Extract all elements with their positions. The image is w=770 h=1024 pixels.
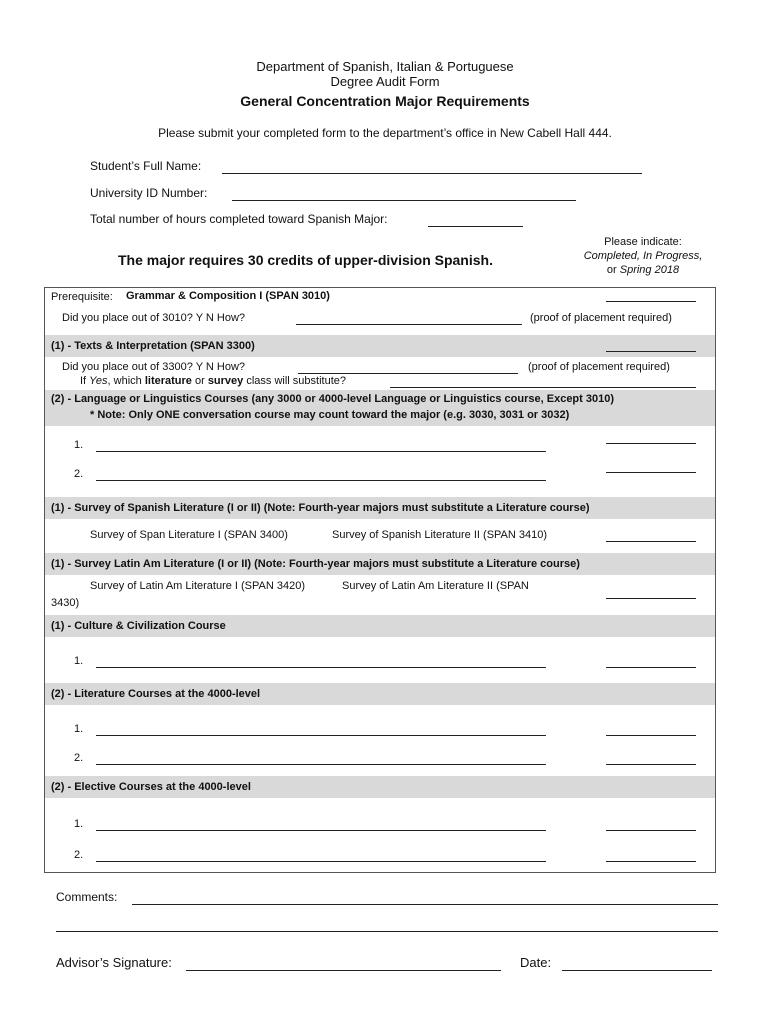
literature-item1-num: 1. [74,723,84,735]
elective-item1-status[interactable] [606,830,696,831]
survey-spanish-option2: Survey of Spanish Literature II (SPAN 3410) [332,529,548,541]
indicate-line1: Please indicate: [604,236,682,248]
instruction-text: Please submit your completed form to the department’s office in New Cabell Hall 444. [158,126,612,140]
survey-latam-option2: Survey of Latin Am Literature II (SPAN [342,580,529,592]
hours-field[interactable] [428,226,523,227]
prereq-label: Prerequisite: [51,291,113,303]
signature-label: Advisor’s Signature: [56,955,172,970]
prereq-proof: (proof of placement required) [530,312,672,324]
language-item1-field[interactable] [96,451,546,452]
comments-field[interactable] [132,904,718,905]
literature-item2-status[interactable] [606,764,696,765]
page-title: General Concentration Major Requirements [240,93,530,109]
texts-substitute-question: If Yes, which literature or survey class will substitute? [80,375,347,387]
elective-item1-num: 1. [74,818,84,830]
survey-latam-option2-cont: 3430) [51,597,80,609]
comments-label: Comments: [56,890,118,904]
elective-heading: (2) - Elective Courses at the 4000-level [51,781,251,793]
prereq-course: Grammar & Composition I (SPAN 3010) [126,290,330,302]
texts-question: Did you place out of 3300? Y N How? [62,361,246,373]
texts-substitute-field[interactable] [390,387,696,388]
texts-how-field[interactable] [298,373,518,374]
culture-item1-num: 1. [74,655,84,667]
date-label: Date: [520,955,552,970]
date-field[interactable] [562,970,712,971]
comments-field-line2[interactable] [56,931,718,932]
signature-field[interactable] [186,970,501,971]
prereq-question: Did you place out of 3010? Y N How? [62,312,246,324]
survey-latam-option1: Survey of Latin Am Literature I (SPAN 3420) [90,580,306,592]
culture-item1-field[interactable] [96,667,546,668]
language-item1-status[interactable] [606,443,696,444]
texts-status-field[interactable] [606,351,696,352]
form-name: Degree Audit Form [330,74,440,89]
survey-latam-heading: (1) - Survey Latin Am Literature (I or II) (Note: Fourth-year majors must substitute a Literature course) [51,558,580,570]
texts-proof: (proof of placement required) [528,361,670,373]
survey-spanish-status[interactable] [606,541,696,542]
indicate-line3: or Spring 2018 [606,264,680,276]
hours-label: Total number of hours completed toward Spanish Major: [90,212,388,226]
id-field[interactable] [232,200,576,201]
name-label: Student’s Full Name: [90,159,202,173]
survey-latam-status[interactable] [606,598,696,599]
literature-item2-num: 2. [74,752,84,764]
elective-item1-field[interactable] [96,830,546,831]
language-item2-field[interactable] [96,480,546,481]
language-heading: (2) - Language or Linguistics Courses (any 3000 or 4000-level Language or Linguistics course, Except 3010) [51,393,615,405]
name-field[interactable] [222,173,642,174]
language-item1-num: 1. [74,439,84,451]
id-label: University ID Number: [90,186,208,200]
literature-item1-status[interactable] [606,735,696,736]
elective-item2-field[interactable] [96,861,546,862]
literature-heading: (2) - Literature Courses at the 4000-level [51,688,261,700]
culture-item1-status[interactable] [606,667,696,668]
survey-spanish-option1: Survey of Span Literature I (SPAN 3400) [90,529,288,541]
department-name: Department of Spanish, Italian & Portuguese [256,59,514,74]
elective-item2-num: 2. [74,849,84,861]
literature-item1-field[interactable] [96,735,546,736]
prereq-how-field[interactable] [296,324,522,325]
language-note: * Note: Only ONE conversation course may count toward the major (e.g. 3030, 3031 or 3032) [90,409,570,421]
indicate-line2: Completed, In Progress, [583,250,703,262]
texts-heading: (1) - Texts & Interpretation (SPAN 3300) [51,340,255,352]
literature-item2-field[interactable] [96,764,546,765]
language-item2-num: 2. [74,468,84,480]
culture-heading: (1) - Culture & Civilization Course [51,620,226,632]
prereq-status-field[interactable] [606,301,696,302]
survey-spanish-heading: (1) - Survey of Spanish Literature (I or II) (Note: Fourth-year majors must substitute a Literature course) [51,502,590,514]
language-item2-status[interactable] [606,472,696,473]
credits-note: The major requires 30 credits of upper-division Spanish. [118,252,493,268]
elective-item2-status[interactable] [606,861,696,862]
